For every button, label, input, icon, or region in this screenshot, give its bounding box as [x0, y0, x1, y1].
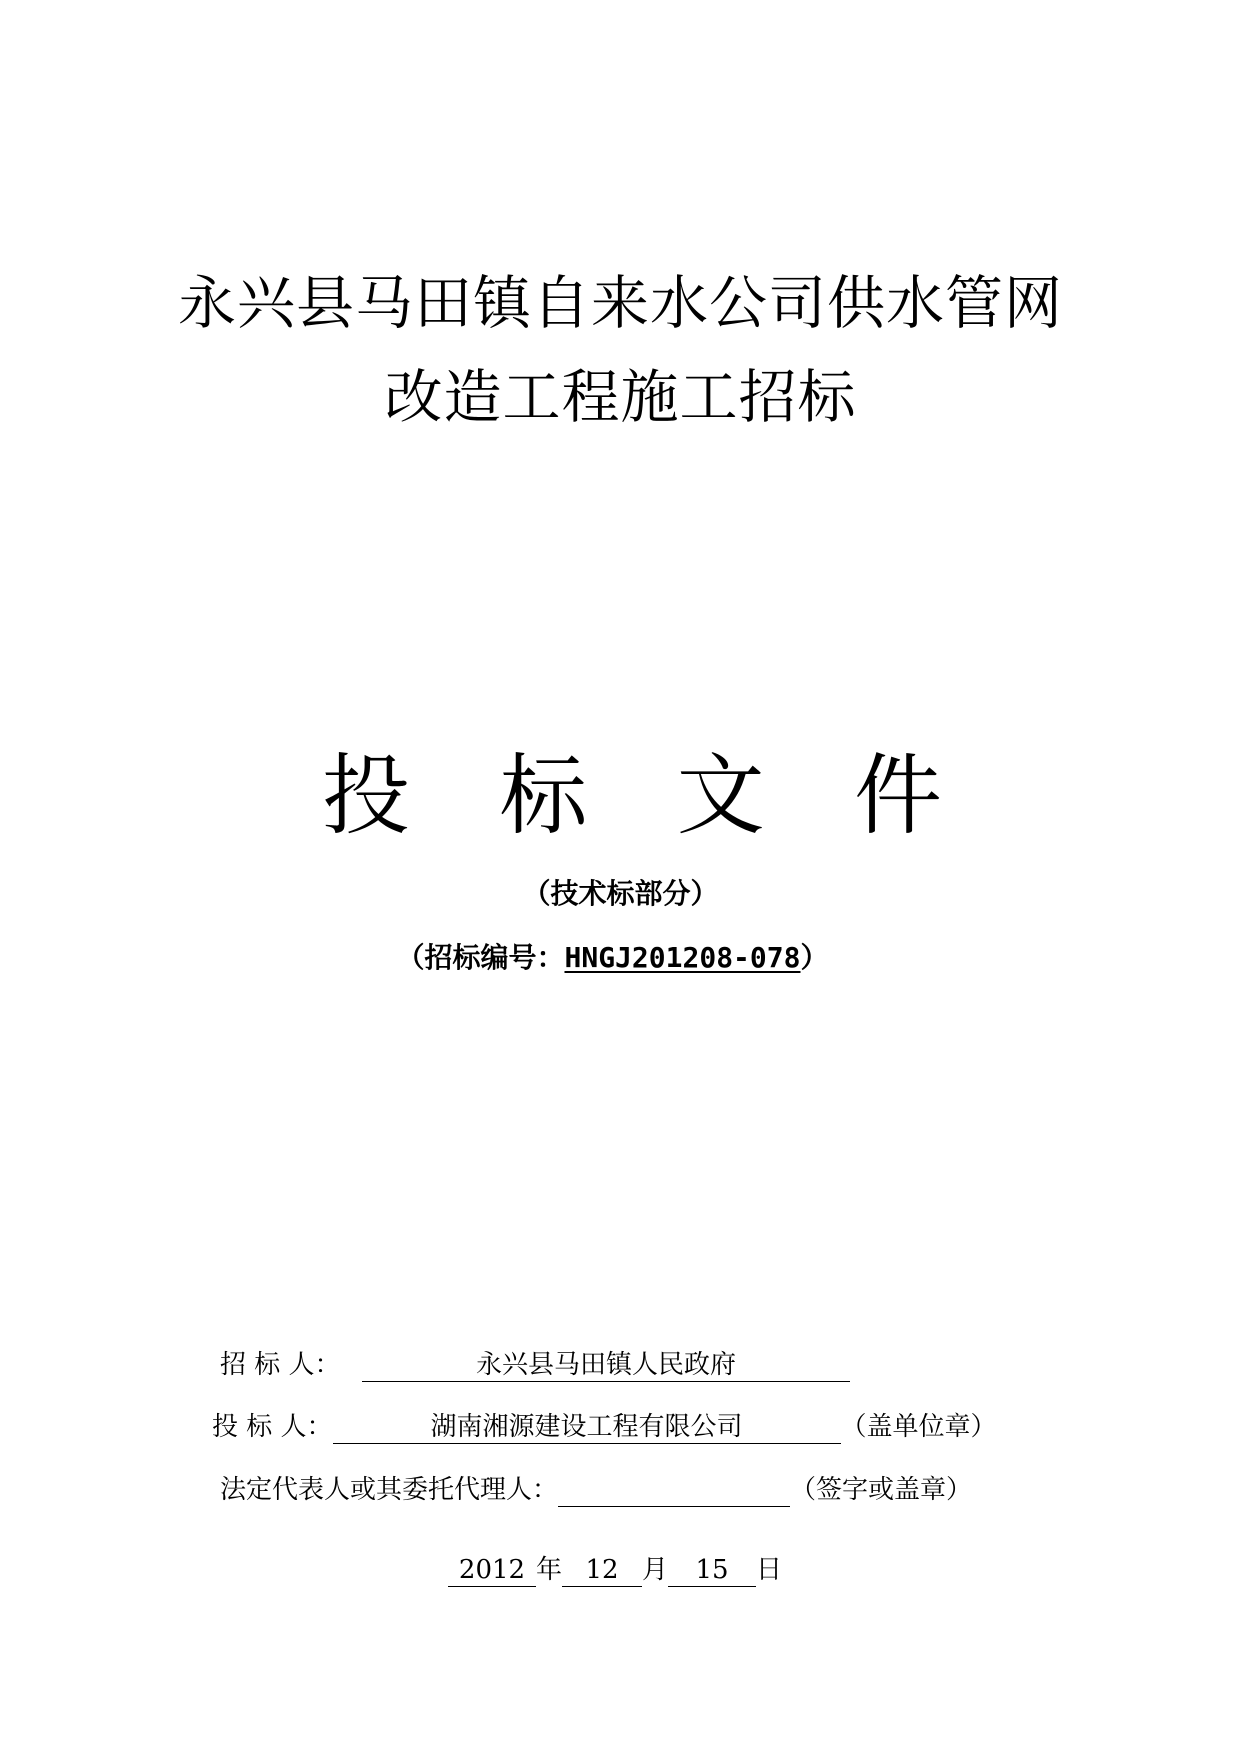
part-label: （技术标部分）: [522, 877, 719, 910]
tenderer-value: 永兴县马田镇人民政府: [362, 1350, 850, 1382]
representative-signature-field: [558, 1475, 790, 1507]
representative-label: 法定代表人或其委托代理人：: [220, 1475, 559, 1505]
document-type-char: 文: [676, 744, 765, 847]
date-day: 15: [668, 1555, 756, 1587]
bid-number-line: [0, 940, 1233, 976]
bidder-label: 投 标 人：: [212, 1412, 333, 1442]
document-type-char: 标: [499, 744, 588, 847]
date-month-unit: 月: [642, 1555, 669, 1585]
bidder-seal-note: （盖单位章）: [840, 1412, 997, 1442]
date-row: [448, 1553, 782, 1587]
bidder-row: [212, 1410, 997, 1444]
project-title-line-2: 改造工程施工招标: [384, 363, 857, 431]
date-year-unit: 年: [536, 1555, 563, 1585]
bidder-value: 湖南湘源建设工程有限公司: [333, 1412, 841, 1444]
date-day-unit: 日: [756, 1555, 783, 1585]
document-type-heading: [322, 746, 942, 846]
document-type-char: 件: [853, 744, 942, 847]
representative-sign-note: （签字或盖章）: [790, 1475, 973, 1505]
document-type-char: 投: [322, 744, 411, 847]
tenderer-label: 招 标 人：: [220, 1350, 341, 1380]
representative-row: [220, 1473, 972, 1507]
bid-number-code: HNGJ201208-078: [564, 941, 801, 974]
bid-number-suffix: ）: [800, 941, 829, 974]
tenderer-row: [220, 1348, 850, 1382]
project-title-line-1: 永兴县马田镇自来水公司供水管网: [177, 269, 1063, 337]
bid-number-prefix: （招标编号：: [396, 941, 565, 974]
date-year: 2012: [448, 1555, 536, 1587]
date-month: 12: [562, 1555, 642, 1587]
